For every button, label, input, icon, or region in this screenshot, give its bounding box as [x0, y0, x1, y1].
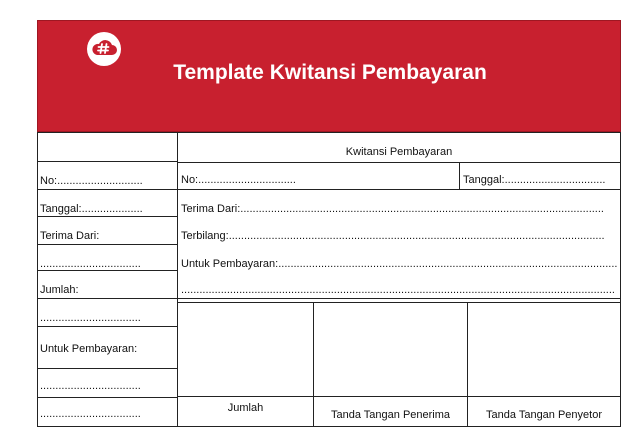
- grid-border-right: [620, 132, 621, 427]
- grid-border-left: [37, 132, 38, 427]
- receipt-tanggal: Tanggal:.................................: [463, 174, 606, 186]
- stub-row-line: [37, 189, 177, 190]
- page-title: Template Kwitansi Pembayaran: [173, 61, 487, 84]
- receipt-terima-dari: Terima Dari:.......................................................................................................................: [181, 203, 604, 215]
- sign-jumlah: Jumlah: [227, 402, 264, 414]
- stub-tanggal: Tanggal:....................: [40, 203, 143, 215]
- stub-row-line: [37, 244, 177, 245]
- sign-penerima: Tanda Tangan Penerima: [330, 409, 451, 421]
- stub-untuk-pembayaran-label: Untuk Pembayaran:: [40, 343, 138, 355]
- stub-row-line: [37, 216, 177, 217]
- stub-terima-dari-label: Terima Dari:: [40, 230, 100, 242]
- receipt-heading: Kwitansi Pembayaran: [345, 146, 453, 158]
- stub-untuk-pembayaran-value: .................................: [40, 408, 141, 420]
- grid-border-top: [37, 132, 621, 133]
- date-divider: [459, 163, 460, 189]
- sign-penyetor: Tanda Tangan Penyetor: [486, 409, 602, 421]
- grid-border-bottom: [37, 426, 621, 427]
- receipt-template: [37, 20, 621, 427]
- receipt-row-line: [177, 298, 621, 299]
- receipt-row-line: [177, 302, 621, 303]
- receipt-row-line: [177, 162, 621, 163]
- receipt-terbilang: Terbilang:...........................................................................................................................: [181, 230, 605, 242]
- stub-divider: [177, 132, 178, 427]
- stub-row-line: [37, 368, 177, 369]
- stub-row-line: [37, 326, 177, 327]
- receipt-extra-line: ..............................................................................................................................................: [181, 284, 615, 296]
- stub-untuk-pembayaran-value: .................................: [40, 380, 141, 392]
- receipt-row-line: [177, 396, 621, 397]
- stub-no: No:............................: [40, 175, 143, 187]
- stub-row-line: [37, 161, 177, 162]
- receipt-no: No:................................: [181, 174, 296, 186]
- stub-terima-dari-value: .................................: [40, 258, 141, 270]
- receipt-row-line: [177, 189, 621, 190]
- stub-row-line: [37, 298, 177, 299]
- receipt-untuk-pembayaran: Untuk Pembayaran:...............................................................................................................: [181, 258, 617, 270]
- stub-jumlah-value: .................................: [40, 312, 141, 324]
- stub-row-line: [37, 397, 177, 398]
- receipt-grid: [37, 132, 621, 427]
- header-banner: [37, 20, 621, 132]
- stub-jumlah-label: Jumlah:: [40, 284, 79, 296]
